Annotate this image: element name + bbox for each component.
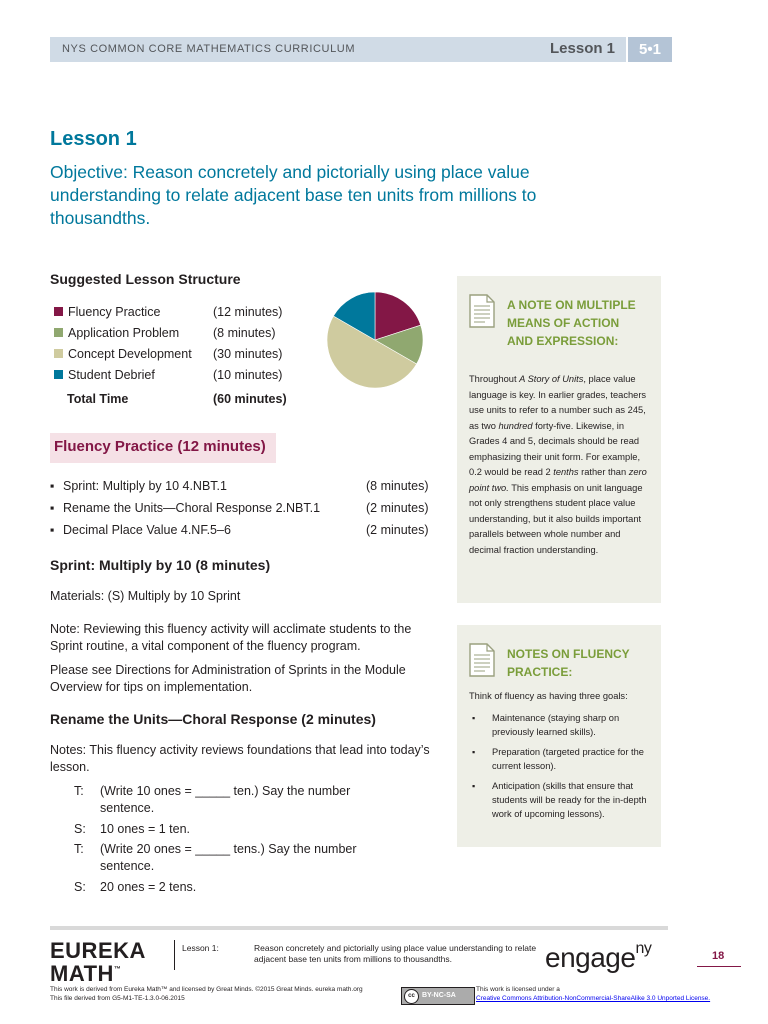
structure-label: Application Problem	[68, 326, 180, 340]
dialogue-line	[74, 821, 414, 838]
fluency-item-label: Decimal Place Value 4.NF.5–6	[63, 523, 231, 537]
footer-license: This work is licensed under a Creative Commons Attribution-NonCommercial-ShareAlike 3.0 Unported License.	[476, 985, 756, 1003]
page-title: Lesson 1	[50, 128, 137, 150]
note-multiple-means	[457, 276, 661, 603]
sprint-heading: Sprint: Multiply by 10 (8 minutes)	[50, 557, 271, 573]
legend-swatch	[54, 370, 63, 379]
dialogue-speaker: T:	[74, 842, 84, 856]
dialogue-speaker: T:	[74, 784, 84, 798]
fluency-item-label: Sprint: Multiply by 10 4.NBT.1	[63, 479, 227, 493]
header-lesson: Lesson 1	[550, 40, 616, 57]
fluency-item-minutes: (8 minutes)	[366, 479, 429, 493]
curriculum-title: NYS COMMON CORE MATHEMATICS CURRICULUM	[62, 43, 356, 55]
structure-minutes: (10 minutes)	[213, 368, 283, 382]
sprint-materials: Materials: (S) Multiply by 10 Sprint	[50, 589, 241, 603]
footer-description: Reason concretely and pictorially using place value understanding to relate adjacent base ten units from millions to thousandths.	[254, 943, 537, 964]
total-time-value: (60 minutes)	[213, 392, 287, 406]
fluency-item	[50, 501, 440, 521]
header-bar	[50, 37, 670, 62]
sprint-directions: Please see Directions for Administration of Sprints in the Module Overview for tips on implementation.	[50, 663, 406, 694]
fluency-heading: Fluency Practice (12 minutes)	[54, 438, 266, 455]
structure-row	[54, 368, 283, 388]
fluency-item-label: Rename the Units—Choral Response 2.NBT.1	[63, 501, 321, 515]
dialogue-line	[74, 879, 414, 896]
bullet-icon: ▪	[50, 479, 55, 493]
footer-rights: This work is derived from Eureka Math™ and licensed by Great Minds. ©2015 Great Minds. eureka math.org This file derived from G5-M1-TE-1.3.0-06.2015	[50, 986, 363, 1002]
note-goals	[469, 711, 653, 827]
dialogue-text: 10 ones = 1 ten.	[100, 822, 191, 836]
list-item: ▪ Maintenance (staying sharp on previously learned skills).	[469, 711, 653, 739]
page-number-underline	[697, 966, 741, 967]
note-body: Throughout A Story of Units, place value language is key. In earlier grades, teachers use units to refer to a number such as 245, as two hundred forty-five. Likewise, in Grades 4 and 5, decimals should be read emphasizing their unit form. For example, 0.2 would be read 2 tenths rather than zero point two. This emphasis on unit language not only strengthens student place value understanding, but it also builds important parallels between whole number and decimal fraction understanding.	[469, 374, 647, 555]
fluency-item-minutes: (2 minutes)	[366, 523, 429, 537]
structure-minutes: (30 minutes)	[213, 347, 283, 361]
rename-notes: Notes: This fluency activity reviews foundations that lead into today’s lesson.	[50, 743, 430, 774]
footer-separator	[174, 940, 175, 970]
bullet-icon: ▪	[50, 501, 55, 515]
bullet-icon: ▪	[50, 523, 55, 537]
structure-label: Concept Development	[68, 347, 192, 361]
fluency-item-minutes: (2 minutes)	[366, 501, 429, 515]
fluency-item	[50, 523, 440, 543]
structure-row	[54, 305, 283, 325]
structure-row	[54, 326, 276, 346]
structure-row	[54, 347, 283, 367]
header-module-code: 5•1	[626, 37, 672, 62]
page-number: 18	[712, 950, 725, 962]
dialogue-line	[74, 783, 414, 817]
dialogue-speaker: S:	[74, 822, 86, 836]
cc-icon: cc	[404, 989, 419, 1004]
license-link[interactable]: Creative Commons Attribution-NonCommercial-ShareAlike 3.0 Unported License.	[476, 995, 711, 1002]
note-heading: A NOTE ON MULTIPLE MEANS OF ACTION AND EXPRESSION:	[507, 298, 636, 348]
dialogue-text: 20 ones = 2 tens.	[100, 880, 197, 894]
cc-license-badge[interactable]: cc BY-NC-SA	[401, 987, 475, 1005]
dialogue-speaker: S:	[74, 880, 86, 894]
rename-heading: Rename the Units—Choral Response (2 minutes)	[50, 711, 376, 727]
footer-lesson: Lesson 1:	[182, 943, 219, 953]
structure-heading: Suggested Lesson Structure	[50, 271, 241, 287]
objective: Objective: Reason concretely and pictorially using place value understanding to relate adjacent base ten units from millions to thousandths.	[50, 162, 537, 228]
legend-swatch	[54, 349, 63, 358]
lesson-structure-pie-chart	[325, 290, 425, 390]
document-icon	[469, 294, 495, 328]
dialogue-text: (Write 20 ones = _____ tens.) Say the number sentence.	[100, 842, 357, 873]
document-icon	[469, 643, 495, 677]
footer-divider	[50, 926, 668, 930]
note-fluency-practice	[457, 625, 661, 847]
dialogue-text: (Write 10 ones = _____ ten.) Say the number sentence.	[100, 784, 351, 815]
structure-minutes: (12 minutes)	[213, 305, 283, 319]
structure-minutes: (8 minutes)	[213, 326, 276, 340]
structure-label: Fluency Practice	[68, 305, 161, 319]
eureka-math-logo: EUREKA MATH™	[50, 938, 146, 986]
legend-swatch	[54, 328, 63, 337]
total-time-label: Total Time	[67, 392, 129, 406]
engageny-logo: engage$^{ny}$	[545, 940, 652, 973]
legend-swatch	[54, 307, 63, 316]
list-item: ▪ Preparation (targeted practice for the current lesson).	[469, 745, 653, 773]
note-heading: NOTES ON FLUENCY PRACTICE:	[507, 647, 630, 679]
note-intro: Think of fluency as having three goals:	[469, 691, 628, 701]
sprint-note: Note: Reviewing this fluency activity will acclimate students to the Sprint routine, a vital component of the fluency program.	[50, 622, 412, 653]
list-item: ▪ Anticipation (skills that ensure that students will be ready for the in-depth work of upcoming lessons).	[469, 779, 653, 821]
structure-label: Student Debrief	[68, 368, 155, 382]
dialogue-line	[74, 841, 414, 875]
fluency-item	[50, 479, 440, 499]
